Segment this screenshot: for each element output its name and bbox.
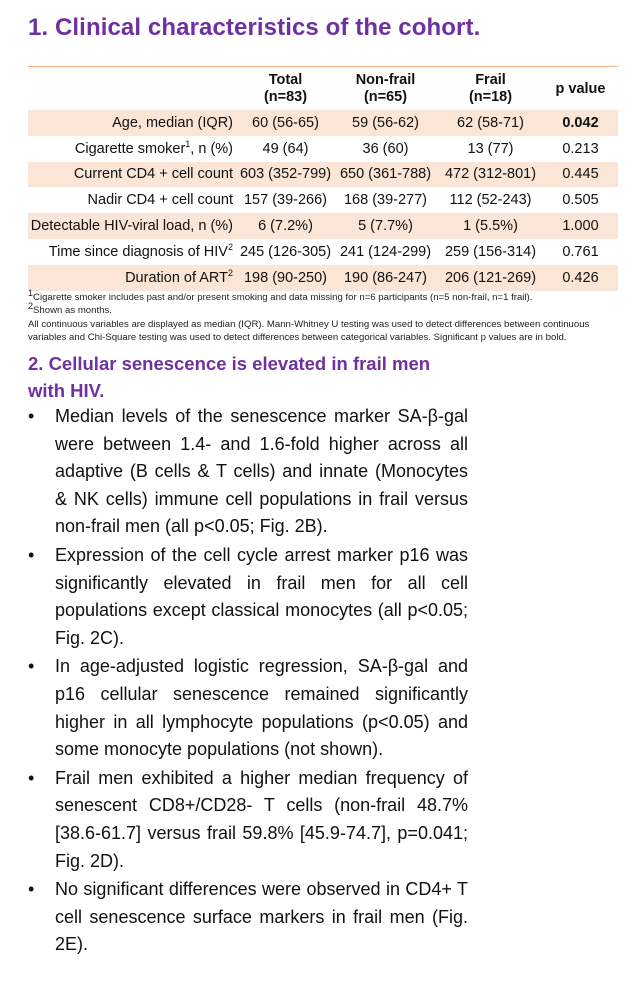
cell-nonfrail: 168 (39-277) — [343, 192, 428, 209]
row-label: Duration of ART$^2$ — [125, 267, 233, 286]
header-nonfrail: Non-frail (n=65) — [355, 72, 416, 105]
table-header-row — [28, 67, 618, 111]
footnote-3: All continuous variables are displayed as median (IQR). Mann-Whitney U testing was used to detect differences between continuous variables and Chi-Square testing was used to detect differences between categorical variables. Significant p values are in bold. — [28, 318, 590, 344]
cell-pvalue: 0.213 — [562, 140, 599, 157]
list-item: • Frail men exhibited a higher median frequency of senescent CD8+/CD28- T cells (non-frail 48.7% [38.6-61.7] versus frail 59.8% [45.9-74.7], p=0.041; Fig. 2D). — [28, 765, 468, 875]
bullet-icon: • — [28, 767, 35, 788]
cell-nonfrail: 36 (60) — [362, 140, 409, 157]
cell-frail: 472 (312-801) — [444, 166, 537, 183]
header-total: Total (n=83) — [263, 72, 308, 105]
cell-pvalue: 0.505 — [562, 192, 599, 209]
cell-pvalue: 0.042 — [562, 114, 599, 131]
cell-frail: 112 (52-243) — [449, 192, 532, 209]
cell-nonfrail: 190 (86-247) — [343, 269, 428, 286]
table-row — [28, 187, 618, 213]
cell-total: 157 (39-266) — [243, 192, 328, 209]
bullet-icon: • — [28, 879, 35, 900]
findings-list — [28, 403, 468, 960]
bullet-icon: • — [28, 406, 35, 426]
cell-pvalue: 0.426 — [562, 269, 599, 286]
bullet-icon: • — [28, 656, 35, 677]
row-label: Cigarette smoker$^1$, n (%) — [74, 138, 233, 157]
cell-frail: 1 (5.5%) — [463, 218, 518, 235]
bullet-icon: • — [28, 544, 35, 565]
table-row — [28, 265, 618, 291]
cell-nonfrail: 650 (361-788) — [339, 166, 432, 183]
table-row — [28, 239, 618, 265]
row-label: Time since diagnosis of HIV$^2$ — [48, 242, 233, 260]
row-label: Nadir CD4 + cell count — [87, 192, 233, 209]
list-item: • In age-adjusted logistic regression, SA-β-gal and p16 cellular senescence remained significantly higher in all lymphocyte populations (p<0.05) and some monocyte populations (not shown). — [28, 653, 468, 763]
cell-frail: 206 (121-269) — [444, 269, 537, 286]
table-row — [28, 162, 618, 188]
table-row — [28, 213, 618, 239]
cell-nonfrail: 59 (56-62) — [352, 114, 419, 131]
table-row — [28, 110, 618, 136]
footnote-1: $^1$Cigarette smoker includes past and/or present smoking and data missing for n=6 participants (n=5 non-frail, n=1 frail). — [28, 287, 533, 303]
cell-pvalue: 0.445 — [562, 166, 599, 183]
cell-frail: 13 (77) — [467, 140, 514, 157]
header-frail: Frail (n=18) — [468, 72, 513, 105]
row-label: Age, median (IQR) — [112, 114, 233, 131]
cell-total: 245 (126-305) — [239, 243, 332, 260]
cell-total: 6 (7.2%) — [258, 218, 313, 235]
cell-pvalue: 0.761 — [562, 243, 599, 260]
cell-pvalue: 1.000 — [562, 218, 599, 235]
table-footnotes — [28, 287, 620, 345]
header-pvalue: p value — [555, 80, 606, 97]
cell-total: 60 (56-65) — [252, 114, 319, 131]
cell-total: 603 (352-799) — [239, 166, 332, 183]
section-1-heading: 1. Clinical characteristics of the cohort. — [28, 14, 481, 41]
table-row — [28, 136, 618, 162]
cell-nonfrail: 5 (7.7%) — [358, 218, 413, 235]
footnote-2: $^2$Shown as months. — [28, 301, 112, 317]
row-label: Detectable HIV-viral load, n (%) — [30, 218, 233, 235]
row-label: Current CD4 + cell count — [73, 166, 233, 183]
clinical-characteristics-table — [28, 66, 618, 291]
cell-frail: 62 (58-71) — [457, 114, 524, 131]
cell-frail: 259 (156-314) — [444, 243, 537, 260]
cell-total: 198 (90-250) — [243, 269, 328, 286]
list-item: • Expression of the cell cycle arrest marker p16 was significantly elevated in frail men for all cell populations except classical monocytes (all p<0.05; Fig. 2C). — [28, 542, 468, 652]
list-item: • Median levels of the senescence marker SA-β-gal were between 1.4- and 1.6-fold higher across all adaptive (B cells & T cells) and innate (Monocytes & NK cells) immune cell populations in frail versus non-frail men (all p<0.05; Fig. 2B). — [28, 403, 468, 541]
header-blank — [28, 67, 238, 111]
cell-total: 49 (64) — [262, 140, 309, 157]
list-item: • No significant differences were observed in CD4+ T cell senescence surface markers in frail men (Fig. 2E). — [28, 876, 468, 959]
cell-nonfrail: 241 (124-299) — [339, 243, 432, 260]
section-2-heading: 2. Cellular senescence is elevated in frail men with HIV. — [28, 353, 431, 401]
